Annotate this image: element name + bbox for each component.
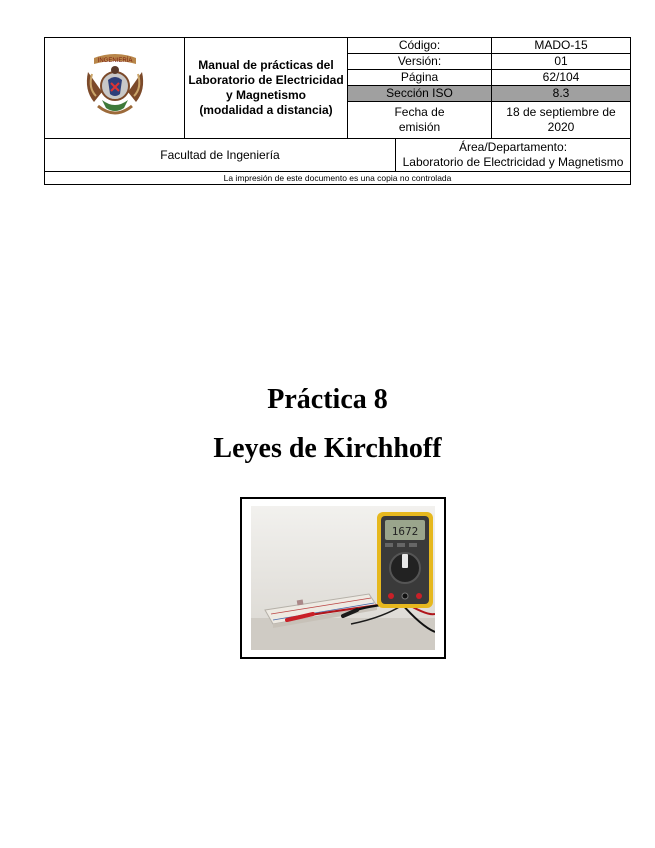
fecha-value-line: 18 de septiembre de: [506, 105, 616, 119]
version-label: Versión:: [348, 54, 492, 70]
manual-title-line: y Magnetismo: [225, 88, 306, 102]
fecha-label-line: emisión: [398, 120, 441, 134]
logo-lettering: INGENIERÍA: [97, 58, 132, 64]
document-header: [44, 37, 631, 185]
manual-title-line: Laboratorio de Electricidad: [188, 73, 344, 87]
multimeter: [377, 512, 433, 608]
fecha-emision-value: [492, 102, 631, 139]
area-departamento-cell: [396, 139, 631, 172]
practice-number: Práctica 8: [267, 384, 388, 415]
seccion-iso-label: Sección ISO: [348, 86, 492, 102]
multimeter-photo: [251, 506, 435, 650]
fecha-label-line: Fecha de: [394, 105, 445, 119]
fecha-value-line: 2020: [547, 120, 575, 134]
version-value: 01: [492, 54, 631, 70]
multimeter-display-reading: 1672: [391, 525, 419, 538]
fi-unam-logo: [80, 50, 150, 122]
unam-logo-cell: [45, 38, 185, 139]
fecha-emision-label: [348, 102, 492, 139]
manual-title-line: Manual de prácticas del: [198, 58, 334, 72]
area-value: Laboratorio de Electricidad y Magnetismo: [402, 155, 624, 169]
multimeter-breadboard-illustration: [251, 506, 435, 650]
facultad-cell: Facultad de Ingeniería: [45, 139, 396, 172]
practice-title: Leyes de Kirchhoff: [213, 433, 442, 464]
uncontrolled-copy-notice: La impresión de este documento es una copia no controlada: [45, 172, 631, 185]
area-label: Área/Departamento:: [458, 140, 568, 154]
cover-photo-frame: [240, 497, 446, 659]
manual-title-line: (modalidad a distancia): [199, 103, 333, 117]
manual-title-cell: [185, 38, 348, 139]
codigo-label: Código:: [348, 38, 492, 54]
seccion-iso-value: 8.3: [492, 86, 631, 102]
pagina-label: Página: [348, 70, 492, 86]
codigo-value: MADO-15: [492, 38, 631, 54]
pagina-value: 62/104: [492, 70, 631, 86]
